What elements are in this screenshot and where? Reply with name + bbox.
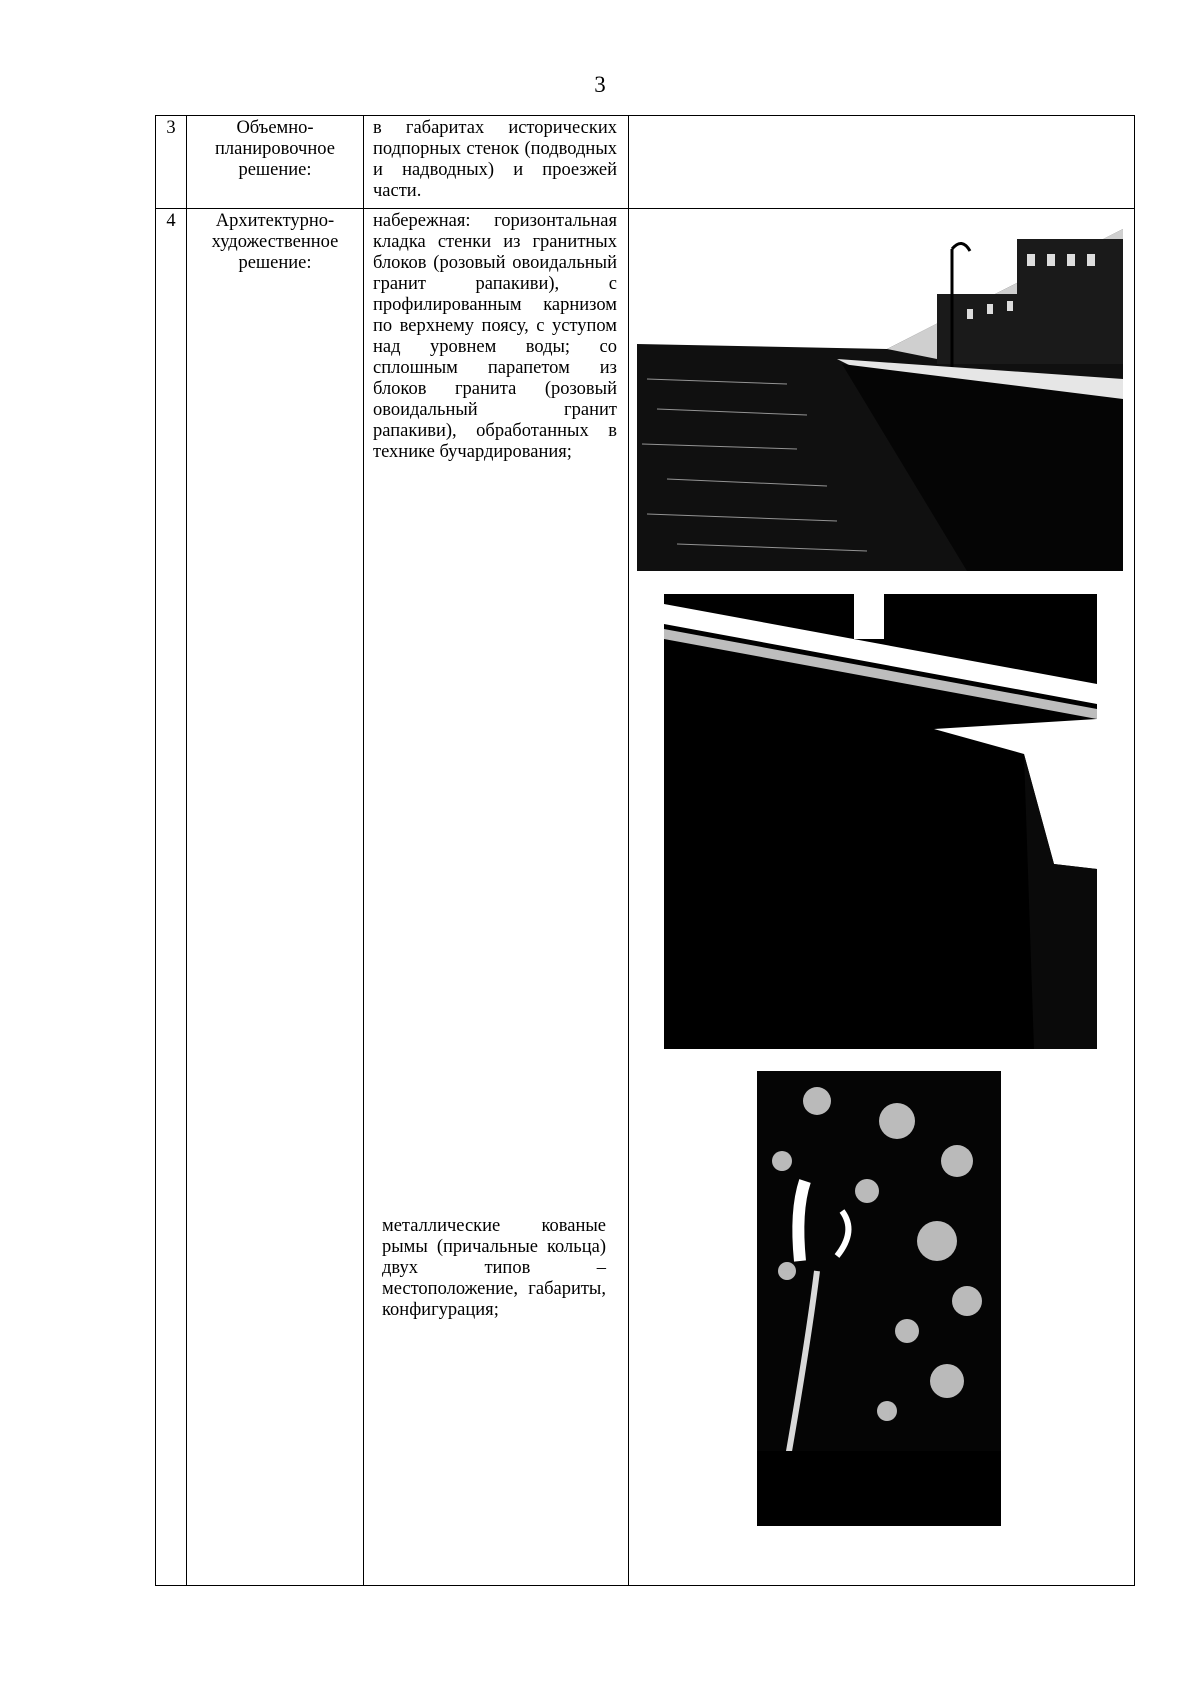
embankment-description: набережная: горизонтальная кладка стенки из гранитных блоков (розовый овоидальный гранит рапакиви), с профилированным карнизом по верхнему поясу, с уступом над уровнем воды; со сплошным парапетом из блоков гранита (розовый овоидальный гранит рапакиви), обработанных в технике бучардирования;: [373, 211, 617, 462]
item-description-cell: [364, 116, 629, 209]
item-name-line: Объемно-: [236, 118, 314, 138]
item-name-line: Архитектурно-: [215, 211, 335, 231]
item-name-cell: [187, 209, 364, 1586]
page-number: 3: [594, 72, 606, 97]
item-name-line: решение:: [238, 160, 312, 180]
table-row-3: [156, 116, 1135, 209]
item-name-cell: [187, 116, 364, 209]
item-photo-cell: [629, 116, 1135, 209]
row-number: 3: [166, 118, 176, 138]
mooring-rings-description: металлические кованые рымы (причальные кольца) двух типов – местоположение, габариты, конфигурация;: [382, 1216, 606, 1320]
row-number-cell: [156, 116, 187, 209]
item-description: в габаритах исторических подпорных стенок (подводных и надводных) и проезжей части.: [373, 118, 617, 201]
item-name-line: художественное: [211, 232, 339, 252]
embankment-photo: [637, 209, 1123, 571]
item-name: [187, 209, 363, 274]
item-description-cell: [364, 209, 629, 1586]
row-number: 4: [166, 211, 176, 231]
parapet-photo: [664, 594, 1097, 1049]
item-name-line: решение:: [238, 253, 312, 273]
item-photo-cell: [629, 209, 1135, 1586]
mooring-ring-photo: [757, 1071, 1001, 1526]
table-row-4: [156, 209, 1135, 1586]
item-name-line: планировочное: [215, 139, 335, 159]
row-number-cell: [156, 209, 187, 1586]
item-name: [187, 116, 363, 181]
requirements-table: [155, 115, 1135, 1586]
